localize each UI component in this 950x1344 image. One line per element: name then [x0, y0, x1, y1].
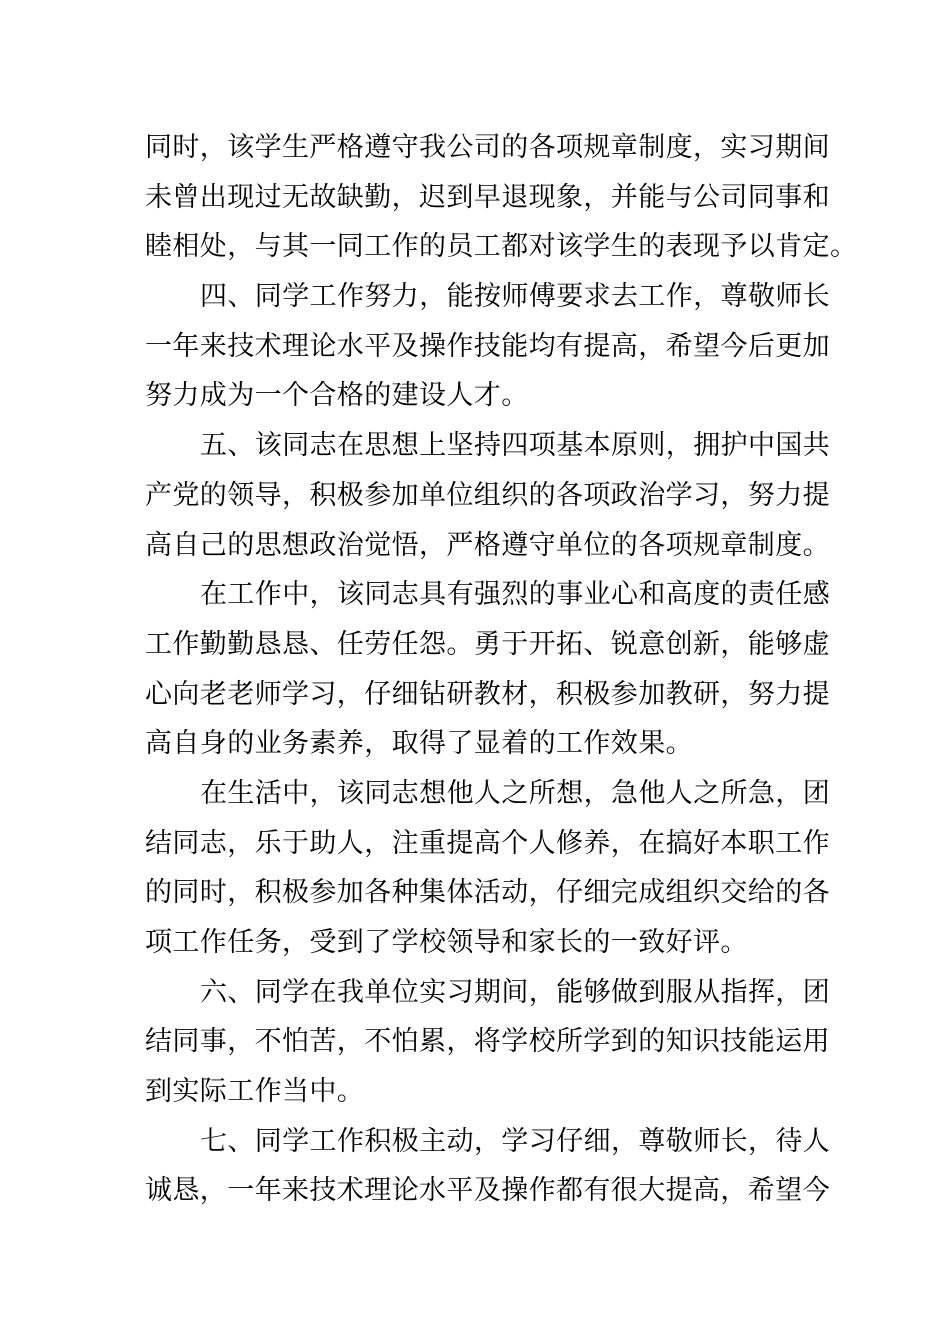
paragraph-start-line: 五、该同志在思想上坚持四项基本原则，拥护中国共 — [200, 430, 831, 462]
text-line: 的同时，积极参加各种集体活动，仔细完成组织交给的各 — [145, 877, 830, 909]
paragraph-start-line: 六、同学在我单位实习期间，能够做到服从指挥，团 — [200, 976, 831, 1008]
text-line: 努力成为一个合格的建设人才。 — [145, 380, 529, 412]
text-line: 一年来技术理论水平及操作技能均有提高，希望今后更加 — [145, 330, 830, 362]
paragraph-start-line: 在工作中，该同志具有强烈的事业心和高度的责任感 — [200, 579, 831, 611]
paragraph-start-line: 七、同学工作积极主动，学习仔细，尊敬师长，待人 — [200, 1125, 831, 1157]
paragraph-start-line: 在生活中，该同志想他人之所想，急他人之所急，团 — [200, 777, 831, 809]
text-line: 高自己的思想政治觉悟，严格遵守单位的各项规章制度。 — [145, 529, 830, 561]
text-line: 项工作任务，受到了学校领导和家长的一致好评。 — [145, 927, 748, 958]
text-line: 未曾出现过无故缺勤，迟到早退现象，并能与公司同事和 — [145, 181, 830, 213]
text-line: 结同志，乐于助人，注重提高个人修养，在搞好本职工作 — [145, 827, 830, 859]
document-body — [145, 123, 858, 1216]
text-line: 产党的领导，积极参加单位组织的各项政治学习，努力提 — [145, 479, 830, 511]
text-line: 高自身的业务素养，取得了显着的工作效果。 — [145, 728, 693, 760]
text-line: 心向老老师学习，仔细钻研教材，积极参加教研，努力提 — [145, 678, 830, 710]
text-line: 诚恳，一年来技术理论水平及操作都有很大提高，希望今 — [145, 1175, 830, 1207]
text-line: 结同事，不怕苦，不怕累，将学校所学到的知识技能运用 — [145, 1026, 830, 1058]
paragraph-start-line: 四、同学工作努力，能按师傅要求去工作，尊敬师长 — [200, 281, 831, 313]
text-line: 到实际工作当中。 — [145, 1076, 365, 1108]
text-line: 工作勤勤恳恳、任劳任怨。勇于开拓、锐意创新，能够虚 — [145, 628, 830, 660]
text-line: 睦相处，与其一同工作的员工都对该学生的表现予以肯定。 — [145, 231, 858, 263]
text-line: 同时，该学生严格遵守我公司的各项规章制度，实习期间 — [145, 132, 830, 163]
